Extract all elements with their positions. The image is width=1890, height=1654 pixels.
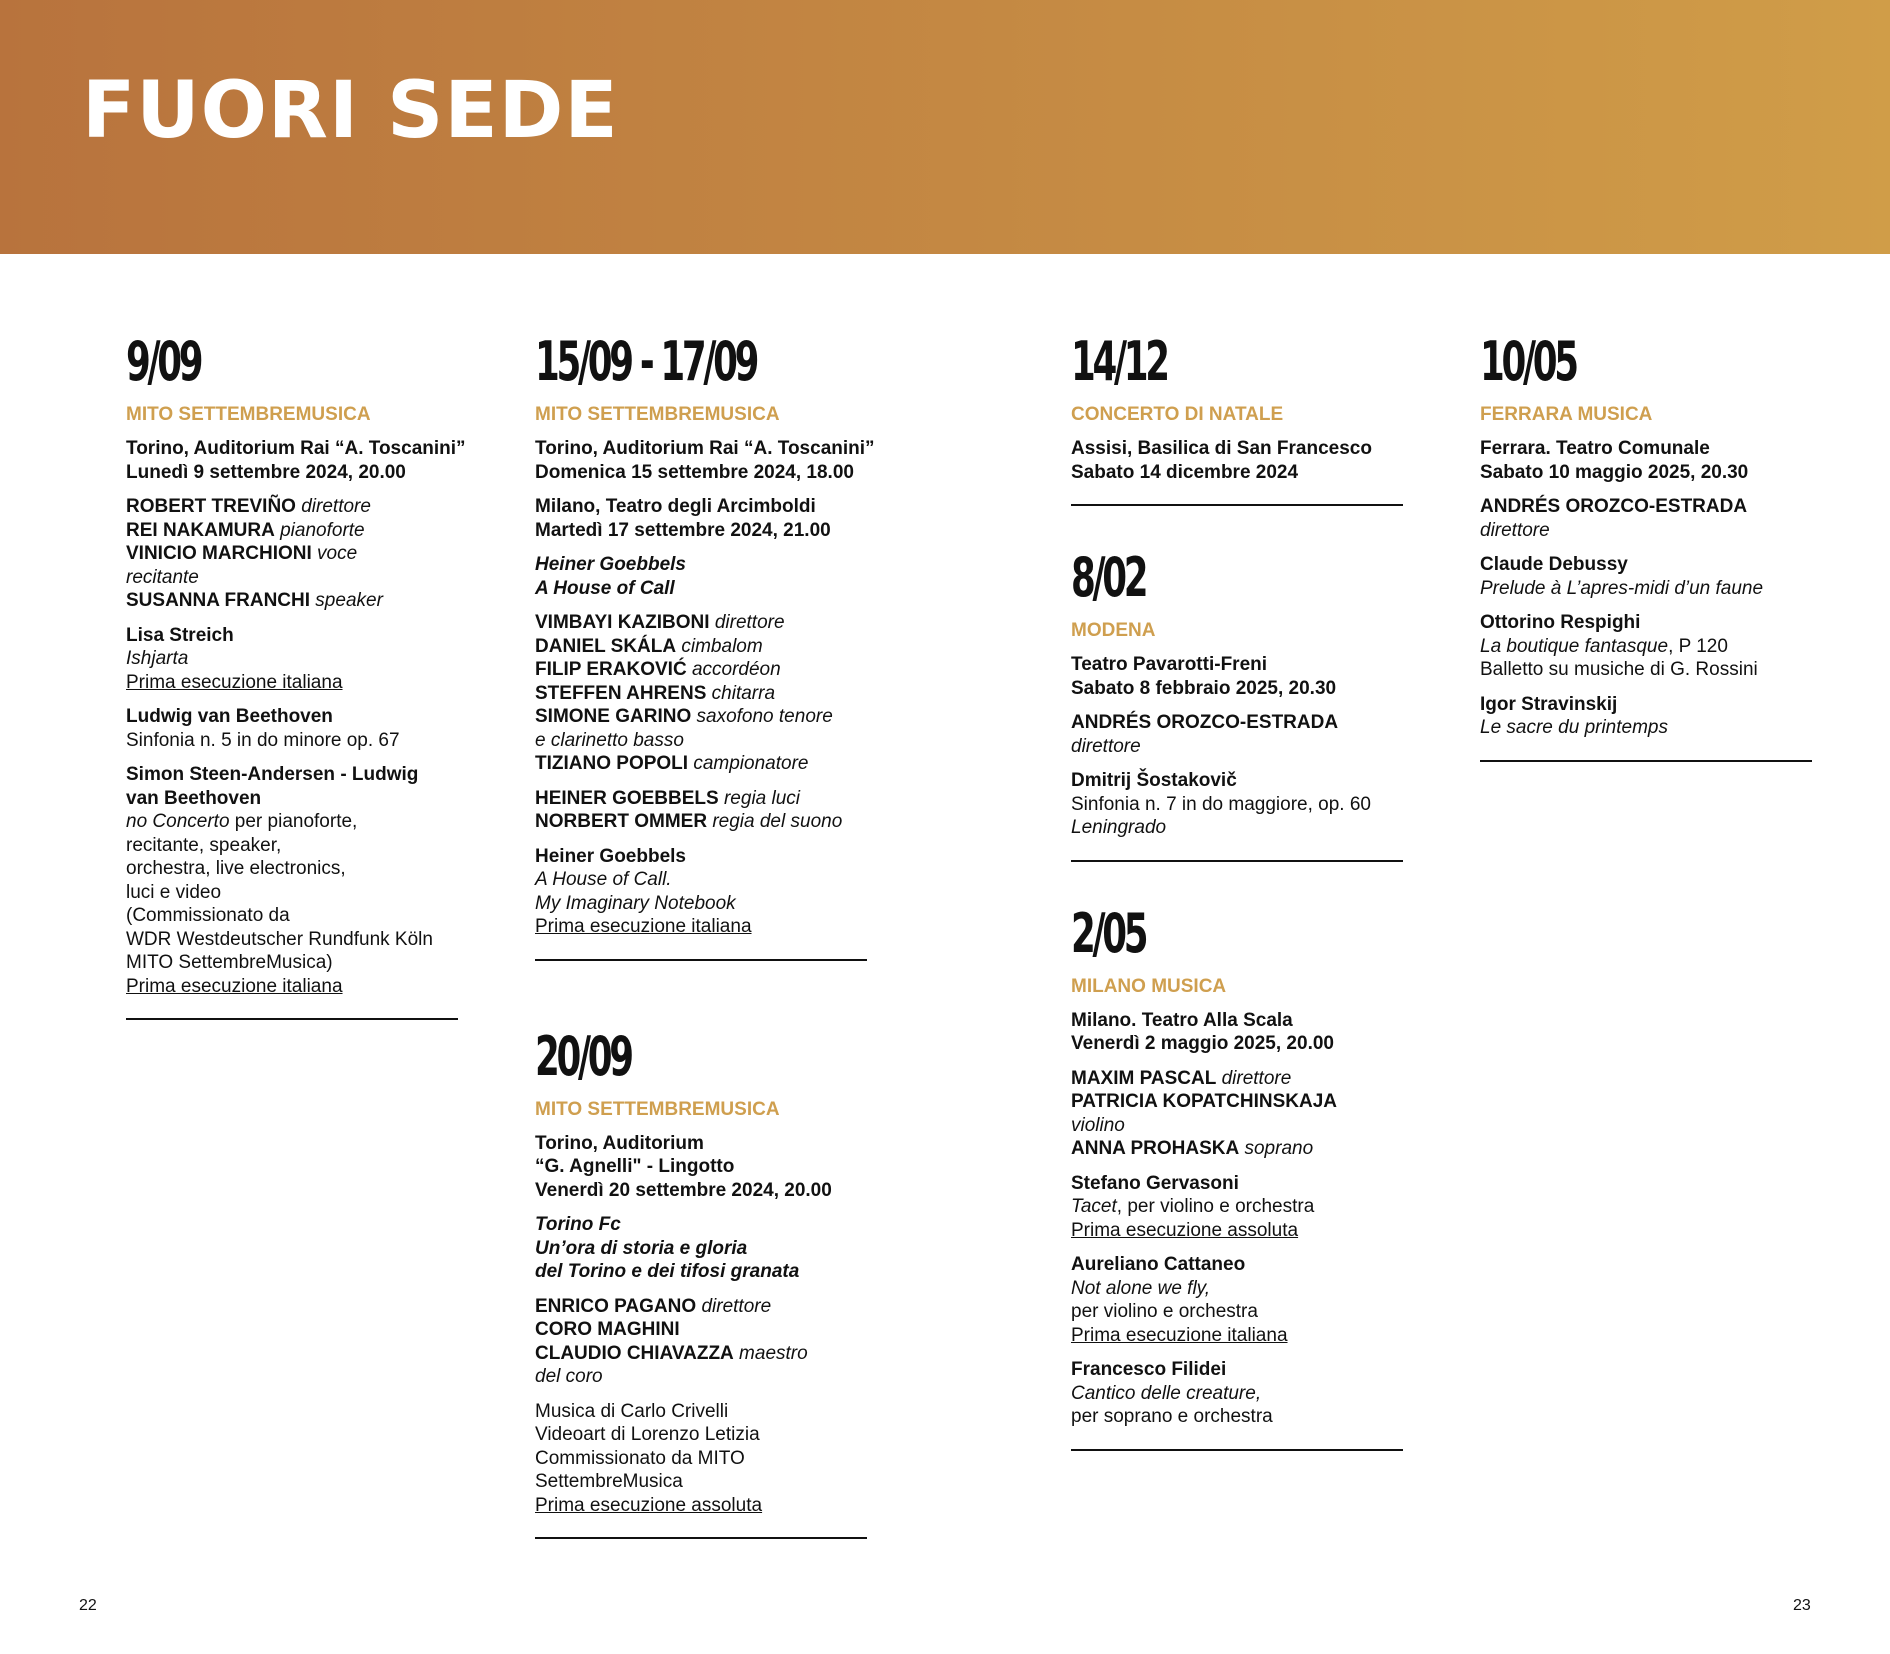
performer-line [535, 1295, 867, 1319]
work [1480, 611, 1812, 682]
event-venue [535, 437, 875, 484]
performer-role: campionatore [688, 753, 809, 774]
performer-name: ENRICO PAGANO [535, 1295, 697, 1317]
performer-line [535, 635, 867, 659]
premiere-note: Prima esecuzione assoluta [1071, 1219, 1299, 1241]
performers [535, 611, 867, 776]
performers [1071, 711, 1403, 758]
composer: Dmitrij Šostakovič [1071, 770, 1237, 791]
performer-line [126, 542, 458, 566]
work-title: A House of Call. [535, 869, 672, 890]
crew-line [535, 810, 867, 834]
performer-role: voce [311, 543, 358, 564]
work-title: Sinfonia n. 7 in do maggiore, op. 60 [1071, 793, 1371, 815]
work-description: MITO SettembreMusica) [126, 952, 333, 973]
work-description: per pianoforte, [229, 811, 358, 832]
performer-name: SUSANNA FRANCHI [126, 590, 311, 611]
performer-role: chitarra [706, 682, 776, 704]
work-title: Not alone we fly, [1071, 1277, 1211, 1299]
event-date: 14/12 [1071, 330, 1167, 393]
premiere-note: Prima esecuzione italiana [535, 916, 752, 937]
event-date: 15/09 - 17/09 [535, 330, 757, 393]
performers [1480, 495, 1812, 542]
page-title: FUORI SEDE [82, 66, 619, 156]
event-date: 20/09 [535, 1024, 631, 1088]
event-organizer: FERRARA MUSICA [1480, 404, 1653, 425]
work-title: My Imaginary Notebook [535, 892, 736, 914]
show-line: Torino Fc [535, 1214, 621, 1235]
page-number-right: 23 [1793, 1597, 1811, 1614]
performer-name: SIMONE GARINO [535, 706, 692, 727]
work-description: (Commissionato da [126, 905, 290, 926]
work-title: no Concerto [126, 811, 230, 832]
event-venue [1071, 653, 1403, 700]
event-2-05 [1071, 902, 1403, 1451]
date-time-line: Lunedì 9 settembre 2024, 20.00 [126, 461, 406, 483]
event-venue [535, 1132, 867, 1203]
performer-line [535, 682, 867, 706]
composer: Stefano Gervasoni [1071, 1172, 1239, 1194]
crew-role: regia del suono [707, 811, 843, 832]
date-time-line: Sabato 10 maggio 2025, 20.30 [1480, 461, 1749, 483]
show-name: A House of Call [535, 577, 675, 599]
composer: Ludwig van Beethoven [126, 706, 333, 727]
show-title [535, 553, 867, 600]
work-description: per soprano e orchestra [1071, 1406, 1273, 1427]
performer-name: ROBERT TREVIÑO [126, 496, 296, 517]
work-title-line [1071, 1195, 1403, 1219]
event-14-12 [1071, 330, 1403, 506]
work [1480, 693, 1812, 740]
performer-line [535, 705, 867, 729]
event-date: 2/05 [1071, 901, 1146, 965]
event-date: 8/02 [1071, 546, 1146, 609]
date-time-line: Venerdì 20 settembre 2024, 20.00 [535, 1179, 832, 1201]
event-15-09-17-09 [535, 330, 875, 961]
work [1480, 553, 1812, 600]
performer-line [535, 611, 867, 635]
event-date: 10/05 [1480, 330, 1576, 393]
performer-name: MAXIM PASCAL [1071, 1067, 1217, 1089]
work [126, 624, 458, 695]
event-organizer: MODENA [1071, 620, 1156, 641]
performer-role: soprano [1239, 1138, 1314, 1159]
performer-role: accordéon [686, 659, 781, 680]
performer-name: DANIEL SKÁLA [535, 635, 677, 657]
performer-role-continued: e clarinetto basso [535, 729, 684, 751]
performer-name: REI NAKAMURA [126, 519, 275, 541]
performer-line [1071, 1067, 1403, 1091]
performer-name: VINICIO MARCHIONI [126, 543, 312, 564]
performer-name: PATRICIA KOPATCHINSKAJA [1071, 1091, 1337, 1112]
premiere-note: Prima esecuzione italiana [1071, 1324, 1288, 1346]
performer-line [535, 1342, 867, 1366]
event-9-09 [126, 330, 466, 1020]
work-title-line [126, 810, 458, 834]
show-title [535, 1213, 867, 1284]
work-description: recitante, speaker, [126, 834, 282, 856]
event-20-09 [535, 1025, 867, 1540]
composer: Heiner Goebbels [535, 845, 686, 867]
performer-line [535, 1318, 867, 1342]
venue-line: Torino, Auditorium Rai “A. Toscanini” [126, 438, 466, 459]
event-venue [126, 437, 466, 484]
premiere-note: Prima esecuzione italiana [126, 975, 343, 997]
work-description: luci e video [126, 881, 222, 903]
venue-line: Milano, Teatro degli Arcimboldi [535, 496, 816, 517]
performer-role: direttore [1071, 735, 1141, 757]
performer-name: VIMBAYI KAZIBONI [535, 612, 710, 633]
credit-line: Videoart di Lorenzo Letizia [535, 1424, 760, 1445]
work-description: per violino e orchestra [1071, 1301, 1258, 1322]
date-time-line: Martedì 17 settembre 2024, 21.00 [535, 519, 831, 541]
composer: van Beethoven [126, 787, 262, 809]
show-author: Heiner Goebbels [535, 554, 686, 575]
column-3 [1071, 330, 1403, 1451]
event-venue [1071, 1009, 1403, 1056]
event-organizer: MITO SETTEMBREMUSICA [535, 404, 780, 425]
column-4 [1480, 330, 1812, 762]
composer: Claude Debussy [1480, 554, 1628, 575]
performer-name: CLAUDIO CHIAVAZZA [535, 1342, 734, 1364]
work-title-line [1480, 635, 1812, 659]
work [1071, 1172, 1403, 1243]
performer-role: direttore [1480, 519, 1550, 541]
work-description: Balletto su musiche di G. Rossini [1480, 659, 1758, 680]
event-venue [535, 495, 867, 542]
work-subtitle: Leningrado [1071, 817, 1167, 838]
composer: Francesco Filidei [1071, 1359, 1227, 1380]
date-time-line: Domenica 15 settembre 2024, 18.00 [535, 461, 854, 483]
venue-line: Torino, Auditorium Rai “A. Toscanini” [535, 438, 875, 459]
venue-line: Milano. Teatro Alla Scala [1071, 1009, 1293, 1031]
venue-line: Torino, Auditorium [535, 1132, 704, 1154]
page-number-left: 22 [79, 1597, 97, 1614]
work [1071, 1358, 1403, 1429]
performer-name: ANDRÉS OROZCO-ESTRADA [1071, 712, 1339, 733]
premiere-note: Prima esecuzione italiana [126, 671, 343, 693]
work [126, 763, 458, 998]
venue-line: Teatro Pavarotti-Freni [1071, 654, 1268, 675]
performer-name: ANDRÉS OROZCO-ESTRADA [1480, 496, 1748, 517]
performer-role-continued: del coro [535, 1366, 603, 1387]
work-description: , per violino e orchestra [1116, 1196, 1315, 1217]
event-8-02 [1071, 546, 1403, 862]
performer-line [126, 519, 458, 543]
venue-line: Ferrara. Teatro Comunale [1480, 438, 1710, 459]
work-title: La boutique fantasque [1480, 635, 1669, 657]
premiere-note: Prima esecuzione assoluta [535, 1494, 763, 1516]
composer: Igor Stravinskij [1480, 693, 1618, 715]
event-organizer: MITO SETTEMBREMUSICA [535, 1098, 780, 1120]
performer-line [535, 752, 867, 776]
show-line: Un’ora di storia e gloria [535, 1237, 748, 1259]
performer-name: FILIP ERAKOVIĆ [535, 659, 687, 680]
performer-line [126, 589, 458, 613]
work-title: Sinfonia n. 5 in do minore op. 67 [126, 729, 400, 751]
performer-name: ANNA PROHASKA [1071, 1138, 1240, 1159]
crew-name: NORBERT OMMER [535, 811, 708, 832]
performers [126, 495, 458, 613]
crew-line [535, 787, 867, 811]
work-title: Tacet [1071, 1196, 1117, 1217]
performer-role: saxofono tenore [691, 706, 833, 727]
show-line: del Torino e dei tifosi granata [535, 1261, 800, 1282]
event-organizer: MITO SETTEMBREMUSICA [126, 404, 371, 425]
header-band [0, 0, 1890, 254]
date-time-line: Sabato 14 dicembre 2024 [1071, 461, 1299, 483]
event-date: 9/09 [126, 330, 201, 393]
crew-name: HEINER GOEBBELS [535, 787, 719, 809]
performer-role: speaker [310, 590, 383, 611]
credits [535, 1400, 867, 1518]
crew-role: regia luci [718, 787, 801, 809]
performer-line [535, 658, 867, 682]
work-title: Cantico delle creature, [1071, 1382, 1262, 1404]
work-title: Le sacre du printemps [1480, 717, 1668, 738]
performer-role: direttore [696, 1295, 772, 1317]
performers [535, 1295, 867, 1389]
venue-line: Assisi, Basilica di San Francesco [1071, 438, 1372, 459]
performer-role: maestro [733, 1342, 808, 1364]
work [126, 705, 458, 752]
work-description: orchestra, live electronics, [126, 858, 346, 879]
venue-line: “G. Agnelli" - Lingotto [535, 1156, 735, 1177]
performer-line [126, 495, 458, 519]
performer-name: TIZIANO POPOLI [535, 753, 689, 774]
performer-line [1071, 1090, 1403, 1114]
event-venue [1071, 437, 1403, 484]
work-title: Prelude à L’apres-midi d’un faune [1480, 577, 1764, 599]
performer-line [1071, 1137, 1403, 1161]
credit-line: SettembreMusica [535, 1471, 683, 1492]
work [535, 845, 867, 939]
credit-line: Commissionato da MITO [535, 1447, 745, 1469]
performer-name: STEFFEN AHRENS [535, 682, 707, 704]
performer-name: CORO MAGHINI [535, 1319, 680, 1340]
date-time-line: Venerdì 2 maggio 2025, 20.00 [1071, 1033, 1334, 1054]
work [1071, 1253, 1403, 1347]
performer-role: direttore [295, 496, 371, 517]
composer: Lisa Streich [126, 624, 234, 646]
composer: Ottorino Respighi [1480, 612, 1641, 633]
performer-role: direttore [709, 612, 785, 633]
performers [1071, 1067, 1403, 1161]
date-time-line: Sabato 8 febbraio 2025, 20.30 [1071, 677, 1337, 699]
work-description: WDR Westdeutscher Rundfunk Köln [126, 928, 433, 950]
performer-role: pianoforte [274, 519, 365, 541]
crew [535, 787, 867, 834]
event-organizer: MILANO MUSICA [1071, 975, 1227, 997]
work-title: Ishjarta [126, 648, 189, 669]
composer: Aureliano Cattaneo [1071, 1254, 1246, 1275]
work-catalog: , P 120 [1668, 635, 1728, 657]
event-venue [1480, 437, 1812, 484]
work [1071, 769, 1403, 840]
column-1 [126, 330, 466, 1020]
event-organizer: CONCERTO DI NATALE [1071, 404, 1284, 425]
credit-line: Musica di Carlo Crivelli [535, 1400, 729, 1422]
performer-role: direttore [1216, 1067, 1292, 1089]
composer: Simon Steen-Andersen - Ludwig [126, 764, 419, 785]
performer-role-continued: violino [1071, 1114, 1125, 1136]
performer-role-continued: recitante [126, 566, 199, 588]
event-10-05 [1480, 330, 1812, 762]
column-2 [535, 330, 875, 1539]
performer-role: cimbalom [676, 635, 763, 657]
